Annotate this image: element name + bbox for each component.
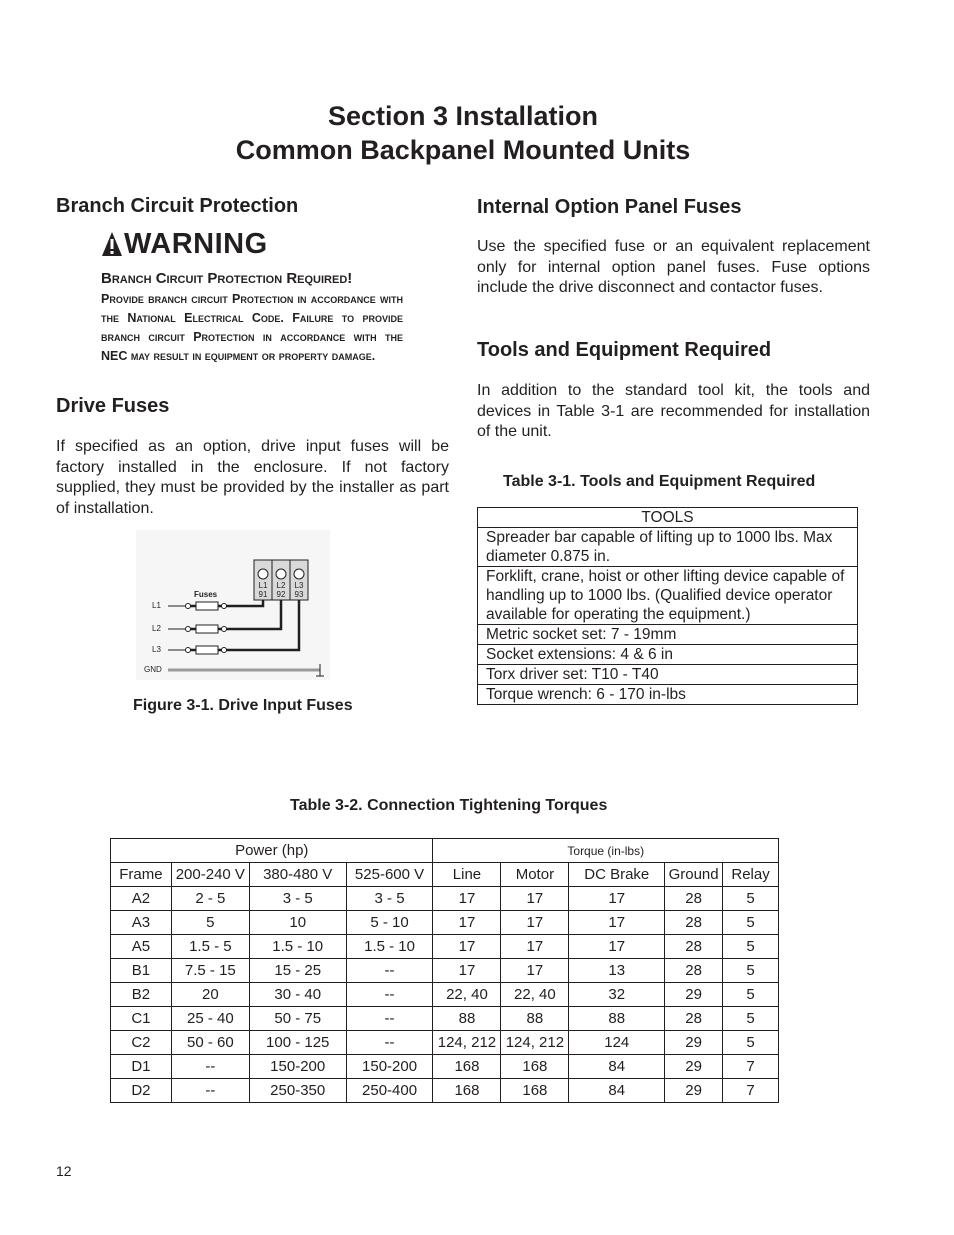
- terminal-l3-bottom: 93: [294, 590, 304, 599]
- table-cell: 29: [665, 1055, 723, 1079]
- table-cell: --: [171, 1055, 249, 1079]
- table-cell: 5: [723, 887, 779, 911]
- table-cell: B1: [111, 959, 172, 983]
- table-cell: Forklift, crane, hoist or other lifting device capable of handling up to 1000 lbs. (Qualified device operator available for operating the equipment.): [478, 567, 858, 625]
- table-cell: C1: [111, 1007, 172, 1031]
- table-cell: 124, 212: [501, 1031, 569, 1055]
- line-label-l1: L1: [152, 601, 161, 610]
- terminal-l1: [257, 581, 269, 599]
- drive-fuses-heading: Drive Fuses: [56, 395, 170, 417]
- table-cell: 17: [501, 959, 569, 983]
- torque-table: [110, 838, 779, 1103]
- tools-body: In addition to the standard tool kit, the tools and devices in Table 3-1 are recommended for installation of the unit.: [477, 382, 870, 440]
- table-cell: 17: [501, 911, 569, 935]
- table-cell: 88: [501, 1007, 569, 1031]
- table-cell: Metric socket set: 7 - 19mm: [478, 625, 858, 645]
- table-row: [111, 935, 779, 959]
- table-cell: 32: [569, 983, 665, 1007]
- table-cell: 168: [501, 1055, 569, 1079]
- gnd-label: GND: [144, 665, 162, 674]
- table-cell: 17: [569, 887, 665, 911]
- table-row: [478, 685, 858, 705]
- table-cell: 20: [171, 983, 249, 1007]
- table-cell: 88: [569, 1007, 665, 1031]
- column-header: Motor: [501, 863, 569, 887]
- table2-caption: Table 3-2. Connection Tightening Torques: [290, 797, 608, 814]
- table-cell: 17: [433, 911, 501, 935]
- table-cell: 168: [501, 1079, 569, 1103]
- terminal-l2-bottom: 92: [276, 590, 286, 599]
- torque-table-body: [111, 887, 779, 1103]
- terminal-l2-top: L2: [276, 581, 286, 590]
- table-cell: 50 - 75: [249, 1007, 346, 1031]
- table1-caption: Table 3-1. Tools and Equipment Required: [503, 473, 816, 490]
- table-cell: 10: [249, 911, 346, 935]
- terminal-l2: [275, 581, 287, 599]
- table-cell: B2: [111, 983, 172, 1007]
- table-cell: 30 - 40: [249, 983, 346, 1007]
- column-header: Line: [433, 863, 501, 887]
- table-cell: 17: [501, 887, 569, 911]
- column-header: 525-600 V: [346, 863, 433, 887]
- table-cell: 29: [665, 983, 723, 1007]
- table-cell: A3: [111, 911, 172, 935]
- column-header: Frame: [111, 863, 172, 887]
- table-row: [478, 625, 858, 645]
- drive-fuses-body: If specified as an option, drive input fuses will be factory installed in the enclosure. If not factory supplied, they must be provided by the installer as part of installation.: [56, 438, 449, 517]
- table-cell: 29: [665, 1079, 723, 1103]
- table-row: [478, 645, 858, 665]
- table-cell: C2: [111, 1031, 172, 1055]
- torque-group-header: Torque (in-lbs): [433, 839, 779, 863]
- table-cell: --: [171, 1079, 249, 1103]
- table-cell: 17: [433, 887, 501, 911]
- warning-title: Branch Circuit Protection Required!: [101, 270, 353, 287]
- table-row: [111, 959, 779, 983]
- column-header: 380-480 V: [249, 863, 346, 887]
- table-cell: 88: [433, 1007, 501, 1031]
- column-header: Ground: [665, 863, 723, 887]
- table-cell: 5 - 10: [346, 911, 433, 935]
- table-cell: 28: [665, 959, 723, 983]
- table-cell: --: [346, 959, 433, 983]
- table-row: [478, 508, 858, 528]
- table-row: [111, 983, 779, 1007]
- table-cell: 29: [665, 1031, 723, 1055]
- table-cell: 7: [723, 1055, 779, 1079]
- table-cell: 22, 40: [501, 983, 569, 1007]
- table-row: [111, 1007, 779, 1031]
- table-cell: 7: [723, 1079, 779, 1103]
- table-row: [111, 1031, 779, 1055]
- table-cell: 100 - 125: [249, 1031, 346, 1055]
- drive-input-fuses-figure: [136, 530, 330, 680]
- table-cell: 17: [433, 959, 501, 983]
- terminal-l1-bottom: 91: [258, 590, 268, 599]
- line-label-l3: L3: [152, 645, 161, 654]
- title-line-1: Section 3 Installation: [327, 101, 599, 131]
- table-cell: 1.5 - 10: [346, 935, 433, 959]
- table-header-row: [111, 863, 779, 887]
- table-row: [478, 567, 858, 625]
- table-cell: A5: [111, 935, 172, 959]
- table-cell: 5: [723, 935, 779, 959]
- terminal-l3: [293, 581, 305, 599]
- table-cell: 17: [501, 935, 569, 959]
- table-cell: 28: [665, 1007, 723, 1031]
- table-row: [111, 1055, 779, 1079]
- table-cell: 3 - 5: [249, 887, 346, 911]
- table-cell: 5: [723, 959, 779, 983]
- table-cell: 250-350: [249, 1079, 346, 1103]
- table-cell: 17: [433, 935, 501, 959]
- table-cell: 124: [569, 1031, 665, 1055]
- figure-caption: Figure 3-1. Drive Input Fuses: [133, 697, 353, 714]
- table-cell: 1.5 - 5: [171, 935, 249, 959]
- column-header: DC Brake: [569, 863, 665, 887]
- table-cell: --: [346, 983, 433, 1007]
- table-cell: 22, 40: [433, 983, 501, 1007]
- table-cell: 124, 212: [433, 1031, 501, 1055]
- table-cell: 7.5 - 15: [171, 959, 249, 983]
- table-cell: 17: [569, 935, 665, 959]
- table-cell: 150-200: [346, 1055, 433, 1079]
- table-cell: A2: [111, 887, 172, 911]
- table-row: [111, 1079, 779, 1103]
- table-cell: 50 - 60: [171, 1031, 249, 1055]
- table-row: [111, 887, 779, 911]
- table-cell: 250-400: [346, 1079, 433, 1103]
- column-header: Relay: [723, 863, 779, 887]
- table-cell: 13: [569, 959, 665, 983]
- table-cell: 168: [433, 1055, 501, 1079]
- table-row: [478, 528, 858, 567]
- tools-table: [477, 507, 858, 705]
- table-row: [111, 911, 779, 935]
- table-cell: 28: [665, 911, 723, 935]
- table-cell: 28: [665, 935, 723, 959]
- table-cell: Torx driver set: T10 - T40: [478, 665, 858, 685]
- table-cell: 5: [171, 911, 249, 935]
- warning-body: Provide branch circuit Protection in accordance with the National Electrical Code. Failure to provide branch circuit Protection in accordance with the NEC may result in equipment or property damage.: [101, 292, 403, 363]
- table-cell: 5: [723, 911, 779, 935]
- power-group-header: Power (hp): [111, 839, 433, 863]
- table-cell: 5: [723, 1007, 779, 1031]
- option-fuses-body: Use the specified fuse or an equivalent replacement only for internal option panel fuses. Fuse options include the drive disconnect and contactor fuses.: [477, 238, 870, 296]
- table-cell: 84: [569, 1055, 665, 1079]
- page-title: [0, 99, 926, 167]
- option-fuses-heading: Internal Option Panel Fuses: [477, 196, 742, 218]
- tools-heading: Tools and Equipment Required: [477, 339, 772, 361]
- table-cell: Spreader bar capable of lifting up to 1000 lbs. Max diameter 0.875 in.: [478, 528, 858, 567]
- table-cell: Torque wrench: 6 - 170 in-lbs: [478, 685, 858, 705]
- table-cell: 17: [569, 911, 665, 935]
- table-cell: 25 - 40: [171, 1007, 249, 1031]
- table-cell: Socket extensions: 4 & 6 in: [478, 645, 858, 665]
- table-cell: 84: [569, 1079, 665, 1103]
- table-group-header-row: [111, 839, 779, 863]
- table-cell: D1: [111, 1055, 172, 1079]
- table-cell: 1.5 - 10: [249, 935, 346, 959]
- fuses-label: Fuses: [194, 590, 218, 599]
- table-cell: D2: [111, 1079, 172, 1103]
- warning-label: WARNING: [124, 228, 268, 260]
- terminal-l3-top: L3: [294, 581, 304, 590]
- line-label-l2: L2: [152, 624, 161, 633]
- title-line-2: Common Backpanel Mounted Units: [235, 135, 691, 165]
- page-number: 12: [56, 1163, 72, 1179]
- table-header: TOOLS: [478, 508, 858, 528]
- table-cell: 15 - 25: [249, 959, 346, 983]
- column-header: 200-240 V: [171, 863, 249, 887]
- table-row: [478, 665, 858, 685]
- table-cell: --: [346, 1031, 433, 1055]
- table-cell: 5: [723, 983, 779, 1007]
- table-cell: 2 - 5: [171, 887, 249, 911]
- table-cell: 168: [433, 1079, 501, 1103]
- table-cell: --: [346, 1007, 433, 1031]
- table-cell: 5: [723, 1031, 779, 1055]
- table-cell: 28: [665, 887, 723, 911]
- terminal-l1-top: L1: [258, 581, 268, 590]
- table-cell: 3 - 5: [346, 887, 433, 911]
- table-cell: 150-200: [249, 1055, 346, 1079]
- branch-heading: Branch Circuit Protection: [56, 195, 299, 217]
